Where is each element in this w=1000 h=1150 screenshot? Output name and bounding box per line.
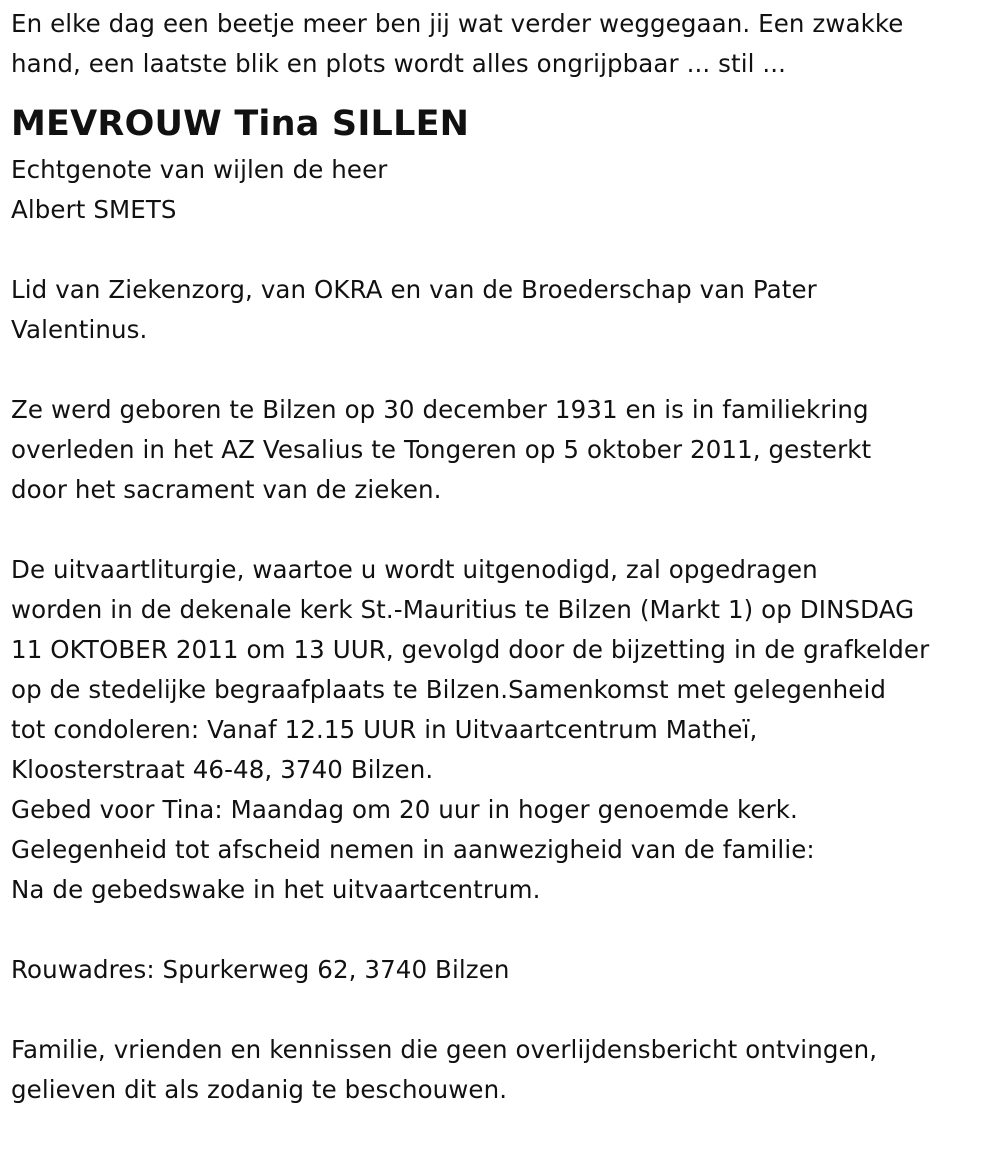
membership-line: Lid van Ziekenzorg, van OKRA en van de Broederschap van Pater: [11, 275, 817, 304]
spouse-paragraph: [11, 150, 991, 230]
closing-paragraph: [11, 1030, 991, 1110]
funeral-line: op de stedelijke begraafplaats te Bilzen.Samenkomst met gelegenheid: [11, 675, 887, 704]
birth-death-line: door het sacrament van de zieken.: [11, 475, 442, 504]
birth-death-paragraph: [11, 390, 991, 510]
funeral-line: Na de gebedswake in het uitvaartcentrum.: [11, 875, 541, 904]
paragraph-gap: [11, 350, 991, 390]
paragraph-gap: [11, 910, 991, 950]
paragraph-gap: [11, 510, 991, 550]
funeral-paragraph: [11, 550, 991, 910]
birth-death-line: Ze werd geboren te Bilzen op 30 december 1931 en is in familiekring: [11, 395, 869, 424]
closing-line: gelieven dit als zodanig te beschouwen.: [11, 1075, 508, 1104]
membership-line: Valentinus.: [11, 315, 148, 344]
membership-paragraph: [11, 270, 991, 350]
funeral-line: 11 OKTOBER 2011 om 13 UUR, gevolgd door de bijzetting in de grafkelder: [11, 635, 930, 664]
motto-line: En elke dag een beetje meer ben jij wat verder weggegaan. Een zwakke: [11, 9, 904, 38]
paragraph-gap: [11, 230, 991, 270]
spouse-line: Echtgenote van wijlen de heer: [11, 155, 388, 184]
funeral-line: Gelegenheid tot afscheid nemen in aanwezigheid van de familie:: [11, 835, 815, 864]
funeral-line: De uitvaartliturgie, waartoe u wordt uitgenodigd, zal opgedragen: [11, 555, 818, 584]
obituary-notice: [11, 4, 991, 1110]
mourning-address: Rouwadres: Spurkerweg 62, 3740 Bilzen: [11, 955, 510, 984]
motto-paragraph: [11, 4, 991, 84]
funeral-line: Kloosterstraat 46-48, 3740 Bilzen.: [11, 755, 434, 784]
paragraph-gap: [11, 990, 991, 1030]
funeral-line: tot condoleren: Vanaf 12.15 UUR in Uitvaartcentrum Matheï,: [11, 715, 758, 744]
closing-line: Familie, vrienden en kennissen die geen overlijdensbericht ontvingen,: [11, 1035, 878, 1064]
address-paragraph: [11, 950, 991, 990]
deceased-name: MEVROUW Tina SILLEN: [11, 104, 470, 144]
spouse-line: Albert SMETS: [11, 195, 177, 224]
funeral-line: worden in de dekenale kerk St.-Mauritius te Bilzen (Markt 1) op DINSDAG: [11, 595, 915, 624]
birth-death-line: overleden in het AZ Vesalius te Tongeren op 5 oktober 2011, gesterkt: [11, 435, 872, 464]
motto-line: hand, een laatste blik en plots wordt alles ongrijpbaar ... stil ...: [11, 49, 787, 78]
funeral-line: Gebed voor Tina: Maandag om 20 uur in hoger genoemde kerk.: [11, 795, 798, 824]
